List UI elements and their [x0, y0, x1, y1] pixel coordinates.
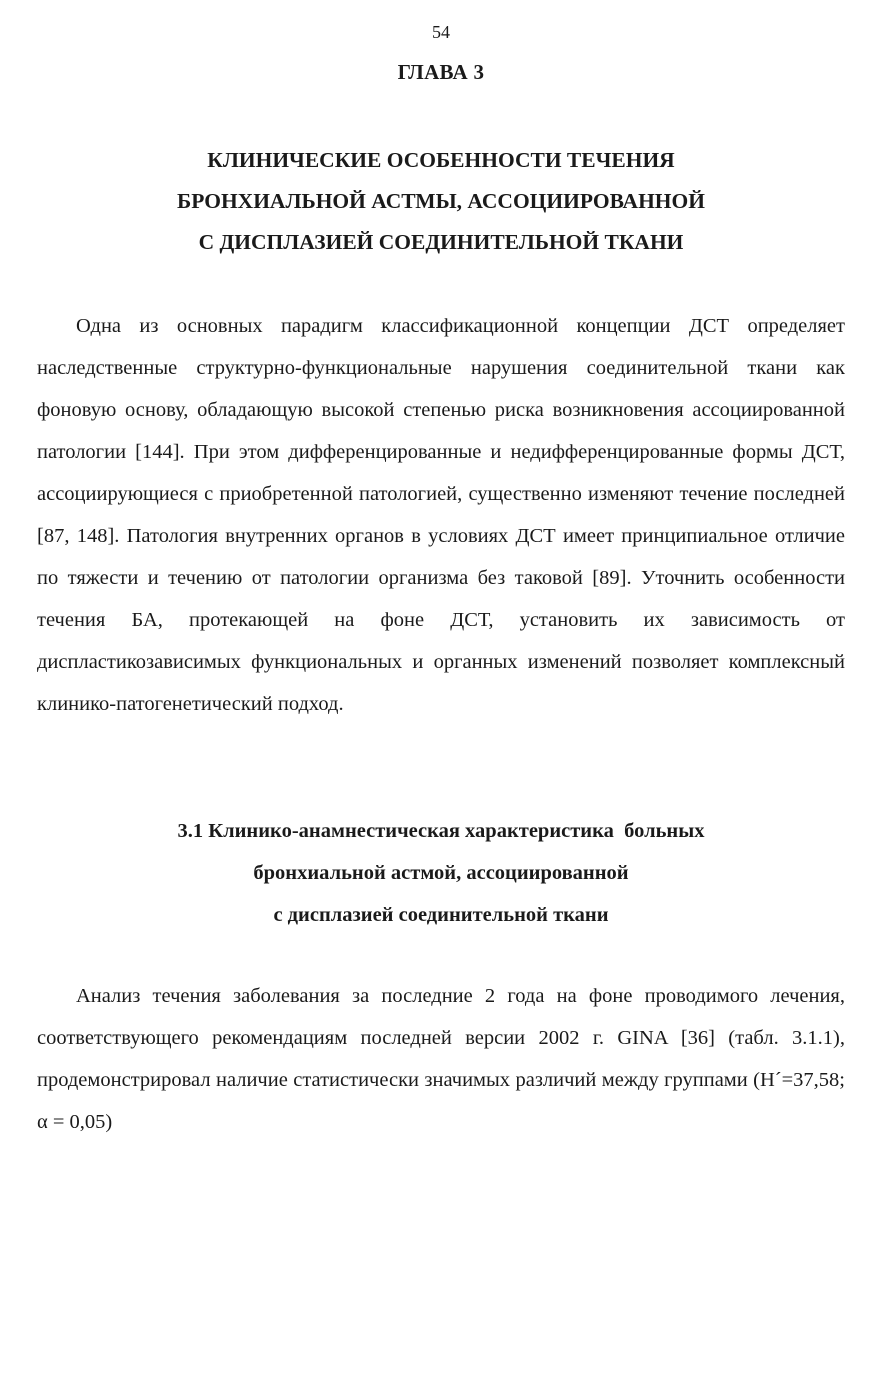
body-paragraph: Анализ течения заболевания за последние 2 года на фоне проводимого лечения, соответствующего рекомендациям последней версии 2002 г. GINA [36] (табл. 3.1.1), продемонстрировал наличие статистически значимых различий между группами (Н´=37,58; α = 0,05)	[37, 985, 845, 1133]
chapter-label: ГЛАВА 3	[397, 60, 485, 84]
section-title-line: с дисплазией соединительной ткани	[273, 904, 609, 926]
chapter-title-line: КЛИНИЧЕСКИЕ ОСОБЕННОСТИ ТЕЧЕНИЯ	[207, 148, 675, 172]
page-number: 54	[432, 22, 450, 42]
chapter-title-line: БРОНХИАЛЬНОЙ АСТМЫ, АССОЦИИРОВАННОЙ	[177, 189, 705, 213]
section-title	[60, 810, 822, 936]
body-paragraph: Одна из основных парадигм классификационной концепции ДСТ определяет наследственные структурно-функциональные нарушения соединительной ткани как фоновую основу, обладающую высокой степенью риска возникновения ассоциированной патологии [144]. При этом дифференцированные и недифференцированные формы ДСТ, ассоциирующиеся с приобретенной патологией, существенно изменяют течение последней [87, 148]. Патология внутренних органов в условиях ДСТ имеет принципиальное отличие по тяжести и течению от патологии организма без таковой [89]. Уточнить особенности течения БА, протекающей на фоне ДСТ, установить их зависимость от диспластикозависимых функциональных и органных изменений позволяет комплексный клинико-патогенетический подход.	[37, 315, 845, 715]
chapter-title	[60, 140, 822, 263]
section-title-line: 3.1 Клинико-анамнестическая характеристика больных	[177, 820, 705, 842]
section-title-line: бронхиальной астмой, ассоциированной	[253, 862, 629, 884]
chapter-title-line: С ДИСПЛАЗИЕЙ СОЕДИНИТЕЛЬНОЙ ТКАНИ	[198, 230, 684, 254]
